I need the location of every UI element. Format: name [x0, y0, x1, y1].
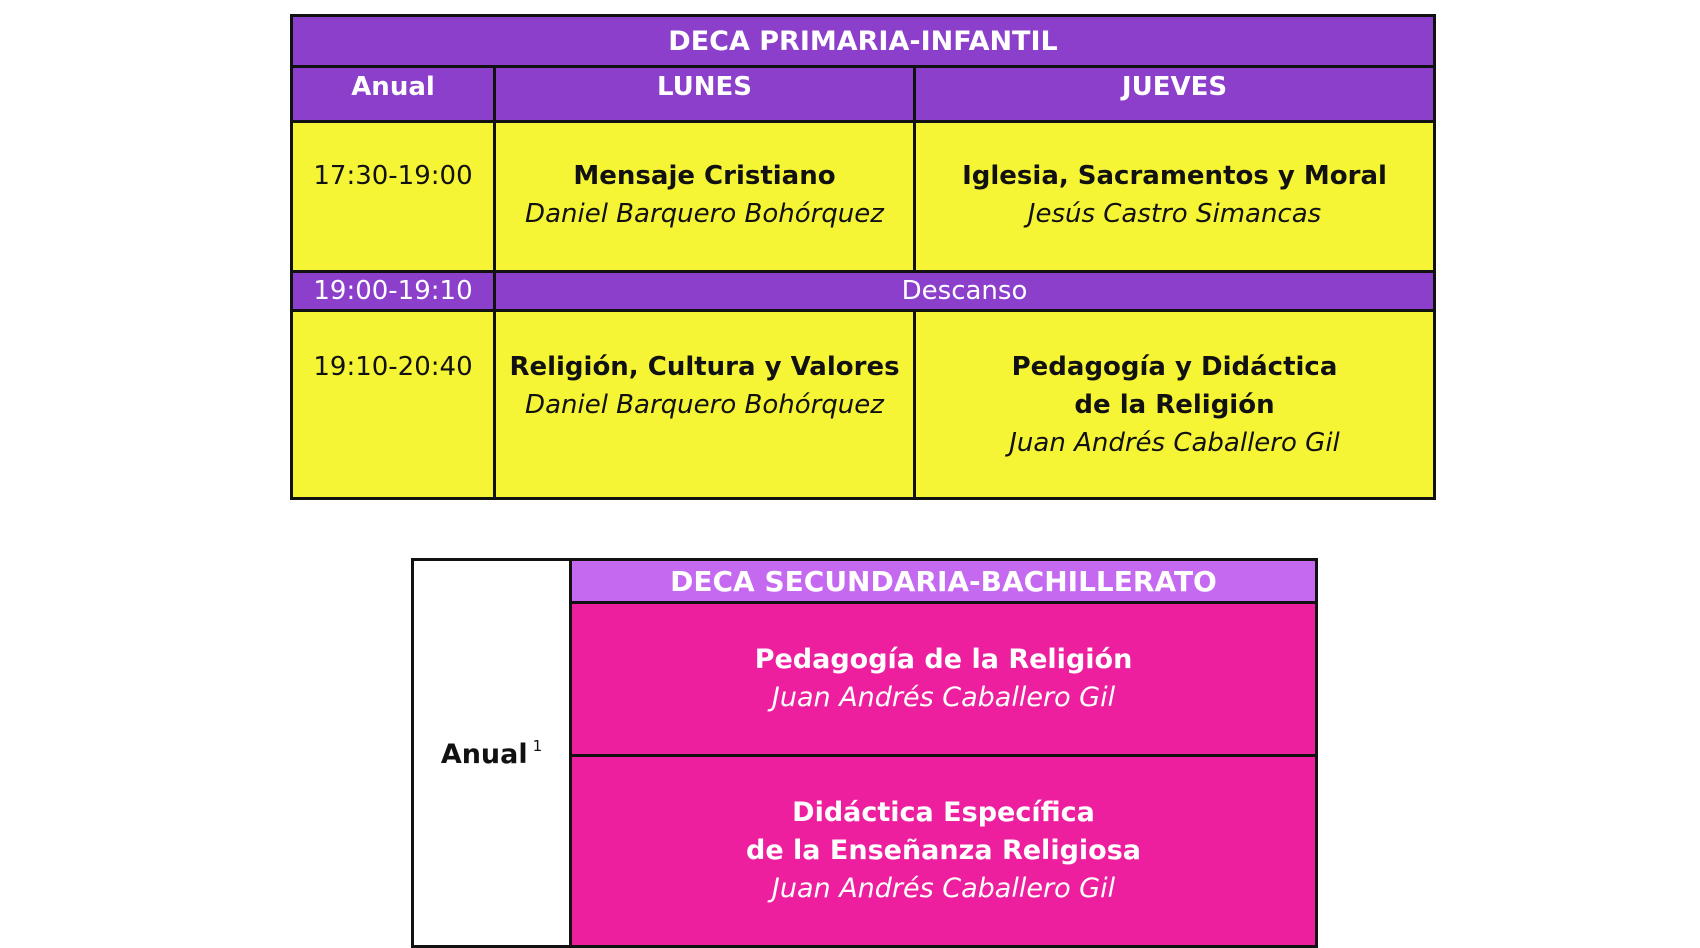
- course-teacher: Daniel Barquero Bohórquez: [525, 390, 884, 420]
- lunes-course-1: [495, 122, 915, 272]
- course-subject: Iglesia, Sacramentos y Moral: [962, 161, 1387, 191]
- course-teacher: Juan Andrés Caballero Gil: [1009, 428, 1340, 458]
- secundaria-schedule-table: [411, 558, 1318, 948]
- course-subject: Mensaje Cristiano: [573, 161, 836, 191]
- course-teacher: Juan Andrés Caballero Gil: [771, 682, 1116, 713]
- course-subject-line-2: de la Religión: [1074, 390, 1275, 420]
- anual-label: [413, 560, 571, 947]
- break-label: Descanso: [495, 272, 1435, 311]
- primaria-schedule-table: [290, 14, 1436, 500]
- break-row: [292, 272, 1435, 311]
- course-subject: Religión, Cultura y Valores: [509, 352, 900, 382]
- schedule-row-1: [292, 122, 1435, 272]
- header-lunes: LUNES: [495, 67, 915, 122]
- course-subject-line-2: de la Enseñanza Religiosa: [746, 835, 1141, 866]
- header-anual: Anual: [292, 67, 495, 122]
- course-teacher: Juan Andrés Caballero Gil: [771, 873, 1116, 904]
- course-subject-line-1: Pedagogía y Didáctica: [1011, 352, 1338, 382]
- time-slot-2: 19:10-20:40: [292, 311, 495, 499]
- anual-text: Anual: [440, 738, 528, 770]
- course-teacher: Jesús Castro Simancas: [1027, 199, 1322, 229]
- secundaria-course-1: [571, 603, 1317, 756]
- time-slot-1: 17:30-19:00: [292, 122, 495, 272]
- lunes-course-2: [495, 311, 915, 499]
- secundaria-course-2: [571, 756, 1317, 947]
- break-time: 19:00-19:10: [292, 272, 495, 311]
- jueves-course-2: [915, 311, 1435, 499]
- footnote-mark: 1: [532, 736, 543, 755]
- course-teacher: Daniel Barquero Bohórquez: [525, 199, 884, 229]
- schedule-row-2: [292, 311, 1435, 499]
- course-subject: Pedagogía de la Religión: [754, 644, 1133, 675]
- secundaria-title: DECA SECUNDARIA-BACHILLERATO: [571, 560, 1317, 603]
- header-jueves: JUEVES: [915, 67, 1435, 122]
- primaria-title: DECA PRIMARIA-INFANTIL: [292, 16, 1435, 67]
- jueves-course-1: [915, 122, 1435, 272]
- course-subject-line-1: Didáctica Específica: [792, 797, 1095, 828]
